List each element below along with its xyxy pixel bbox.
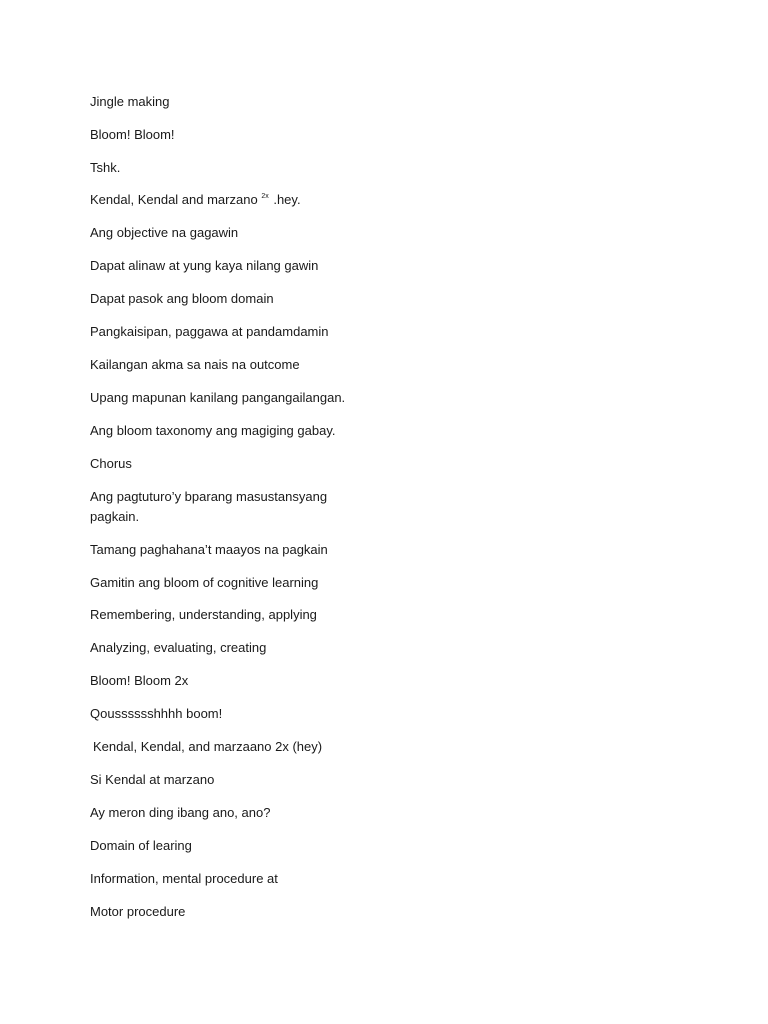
- text-line: Information, mental procedure at: [90, 871, 278, 886]
- text-line: Bloom! Bloom 2x: [90, 673, 189, 688]
- section-heading: Chorus: [90, 456, 132, 471]
- text-line: Dapat alinaw at yung kaya nilang gawin: [90, 258, 319, 273]
- text-line: Dapat pasok ang bloom domain: [90, 291, 274, 306]
- text-line: Jingle making: [90, 94, 170, 109]
- line-text: Kendal, Kendal and marzano: [90, 192, 258, 207]
- text-line: Ang objective na gagawin: [90, 225, 239, 240]
- text-line: Remembering, understanding, applying: [90, 607, 317, 622]
- text-line: Gamitin ang bloom of cognitive learning: [90, 575, 319, 590]
- text-line: Ang pagtuturo’y bparang masustansyang pagkain.: [90, 489, 328, 524]
- text-line: Ang bloom taxonomy ang magiging gabay.: [90, 423, 336, 438]
- repeat-superscript: 2x: [261, 193, 269, 200]
- text-line: Tamang paghahana’t maayos na pagkain: [90, 542, 328, 557]
- text-line: Upang mapunan kanilang pangangailangan.: [90, 390, 346, 405]
- text-line: Analyzing, evaluating, creating: [90, 640, 267, 655]
- text-line: Bloom! Bloom!: [90, 127, 175, 142]
- text-line: Kendal, Kendal, and marzaano 2x (hey): [93, 739, 323, 754]
- text-line: Si Kendal at marzano: [90, 772, 215, 787]
- text-line: Ay meron ding ibang ano, ano?: [90, 805, 271, 820]
- text-line: Motor procedure: [90, 904, 186, 919]
- text-line: Tshk.: [90, 160, 121, 175]
- text-line: Domain of learing: [90, 838, 192, 853]
- text-line: Pangkaisipan, paggawa at pandamdamin: [90, 324, 329, 339]
- line-suffix: .hey.: [273, 192, 301, 207]
- text-line: Qousssssshhhh boom!: [90, 706, 223, 721]
- text-line-with-superscript: [90, 190, 340, 210]
- text-line: Kailangan akma sa nais na outcome: [90, 357, 300, 372]
